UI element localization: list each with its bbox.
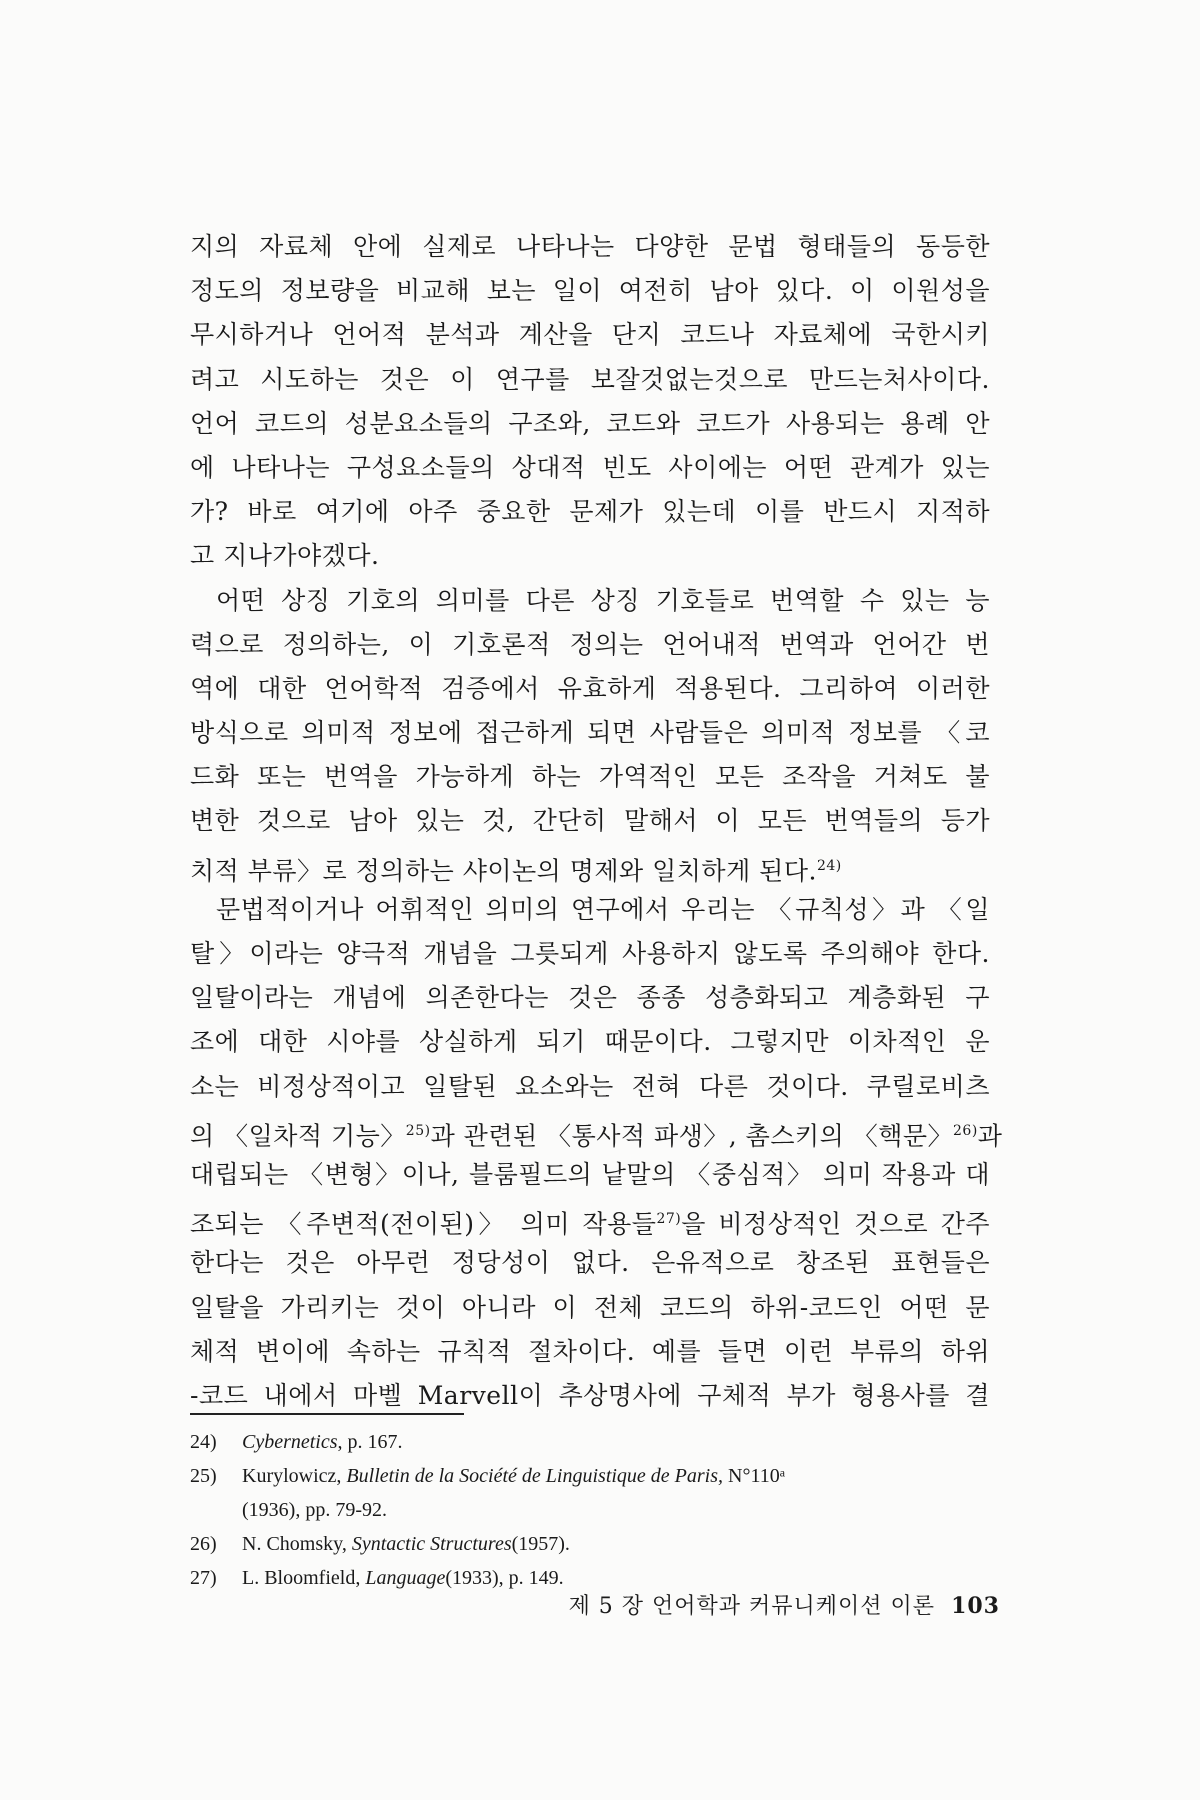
body-line: 에 나타나는 구성요소들의 상대적 빈도 사이에는 어떤 관계가 있는: [190, 452, 990, 482]
footnote-detail: (1933), p. 149.: [445, 1567, 564, 1589]
footnote-text: [242, 1425, 403, 1459]
footnote-24: [190, 1425, 1010, 1459]
body-line: 려고 시도하는 것은 이 연구를 보잘것없는것으로 만드는처사이다.: [190, 364, 990, 394]
body-line: 드화 또는 번역을 가능하게 하는 가역적인 모든 조작을 거쳐도 불: [190, 762, 990, 792]
body-line: 력으로 정의하는, 이 기호론적 정의는 언어내적 번역과 언어간 번: [190, 629, 990, 659]
body-line: 소는 비정상적이고 일탈된 요소와는 전혀 다른 것이다. 쿠릴로비츠: [190, 1071, 990, 1101]
body-line-text: 과 관련된 〈통사적 파생〉, 촘스키의 〈핵문〉: [430, 1121, 954, 1151]
body-line: 정도의 정보량을 비교해 보는 일이 여전히 남아 있다. 이 이원성을: [190, 276, 990, 306]
body-line: 고 지나가야겠다.: [190, 541, 380, 571]
footnote-ref[interactable]: 24): [816, 857, 842, 874]
body-line-text: 의 〈일차적 기능〉: [190, 1121, 406, 1151]
body-line: 무시하거나 언어적 분석과 계산을 단지 코드나 자료체에 국한시키: [190, 320, 990, 350]
footnote-title: Cybernetics: [242, 1431, 338, 1453]
body-line: 문법적이거나 어휘적인 의미의 연구에서 우리는 〈규칙성〉과 〈일: [216, 894, 990, 924]
footnote-text: [242, 1527, 570, 1561]
body-line: [190, 1197, 990, 1241]
body-line: 조에 대한 시야를 상실하게 되기 때문이다. 그렇지만 이차적인 운: [190, 1027, 990, 1057]
footnote-author: L. Bloomfield,: [242, 1567, 366, 1589]
body-line: 한다는 것은 아무런 정당성이 없다. 은유적으로 창조된 표현들은: [190, 1248, 990, 1278]
body-line: 언어 코드의 성분요소들의 구조와, 코드와 코드가 사용되는 용례 안: [190, 408, 990, 438]
footnote-ref[interactable]: 25): [405, 1122, 431, 1139]
footnote-author: Kurylowicz,: [242, 1465, 347, 1487]
footnote-25: [190, 1459, 1010, 1493]
footnote-author: N. Chomsky,: [242, 1533, 352, 1555]
body-line: [190, 844, 990, 888]
footnote-number: 25): [190, 1465, 217, 1487]
body-line: 탈〉이라는 양극적 개념을 그릇되게 사용하지 않도록 주의해야 한다.: [190, 939, 990, 968]
footnote-title: Language: [365, 1567, 446, 1589]
footnote-number: 26): [190, 1533, 217, 1555]
body-line-text: 과: [977, 1121, 1003, 1151]
body-line: 체적 변이에 속하는 규칙적 절차이다. 예를 들면 이런 부류의 하위: [190, 1336, 990, 1366]
page-number: 103: [951, 1593, 1000, 1619]
footnote-text: [242, 1459, 785, 1493]
body-line: 어떤 상징 기호의 의미를 다른 상징 기호들로 번역할 수 있는 능: [216, 585, 990, 615]
body-line: 일탈이라는 개념에 의존한다는 것은 종종 성층화되고 계층화된 구: [190, 983, 990, 1013]
footnote-detail: (1957).: [511, 1533, 570, 1555]
body-text: [190, 225, 1003, 1418]
footnote-26: [190, 1527, 1010, 1561]
footnote-number: 24): [190, 1431, 217, 1453]
footnote-detail: , p. 167.: [337, 1431, 403, 1453]
body-line-text: 치적 부류〉로 정의하는 샤이논의 명제와 일치하게 된다.: [190, 855, 817, 885]
body-line: 대립되는 〈변형〉이나, 블룸필드의 낱말의 〈중심적〉 의미 작용과 대: [190, 1159, 990, 1189]
footnote-25-continuation: (1936), pp. 79-92.: [242, 1499, 387, 1521]
running-footer: [510, 1590, 1000, 1623]
body-line: [190, 1109, 1003, 1153]
footnote-title: Syntactic Structures: [351, 1533, 512, 1555]
footnote-ref[interactable]: 26): [953, 1122, 978, 1139]
body-line: 지의 자료체 안에 실제로 나타나는 다양한 문법 형태들의 동등한: [190, 232, 990, 261]
body-line-text: 을 비정상적인 것으로 간주: [681, 1209, 990, 1239]
body-line: 일탈을 가리키는 것이 아니라 이 전체 코드의 하위-코드인 어떤 문: [190, 1292, 990, 1322]
body-line: 역에 대한 언어학적 검증에서 유효하게 적용된다. 그리하여 이러한: [190, 673, 990, 703]
footnote-detail: N°110ᵃ: [723, 1465, 786, 1487]
footnote-divider: [190, 1413, 464, 1415]
body-line: 변한 것으로 남아 있는 것, 간단히 말해서 이 모든 번역들의 등가: [190, 806, 990, 836]
footnote-title: Bulletin de la Société de Linguistique de Paris,: [346, 1465, 724, 1487]
chapter-title: 제 5 장 언어학과 커뮤니케이션 이론: [568, 1594, 936, 1619]
footnote-ref[interactable]: 27): [656, 1211, 682, 1228]
body-line-text: 조되는 〈주변적(전이된)〉 의미 작용들: [190, 1209, 657, 1239]
body-line: -코드 내에서 마벨 Marvell이 추상명사에 구체적 부가 형용사를 결: [190, 1380, 990, 1410]
footnote-number: 27): [190, 1567, 217, 1589]
body-line: 가? 바로 여기에 아주 중요한 문제가 있는데 이를 반드시 지적하: [190, 497, 990, 527]
body-line: 방식으로 의미적 정보에 접근하게 되면 사람들은 의미적 정보를 〈코: [190, 718, 990, 748]
footnotes: [190, 1425, 1010, 1595]
